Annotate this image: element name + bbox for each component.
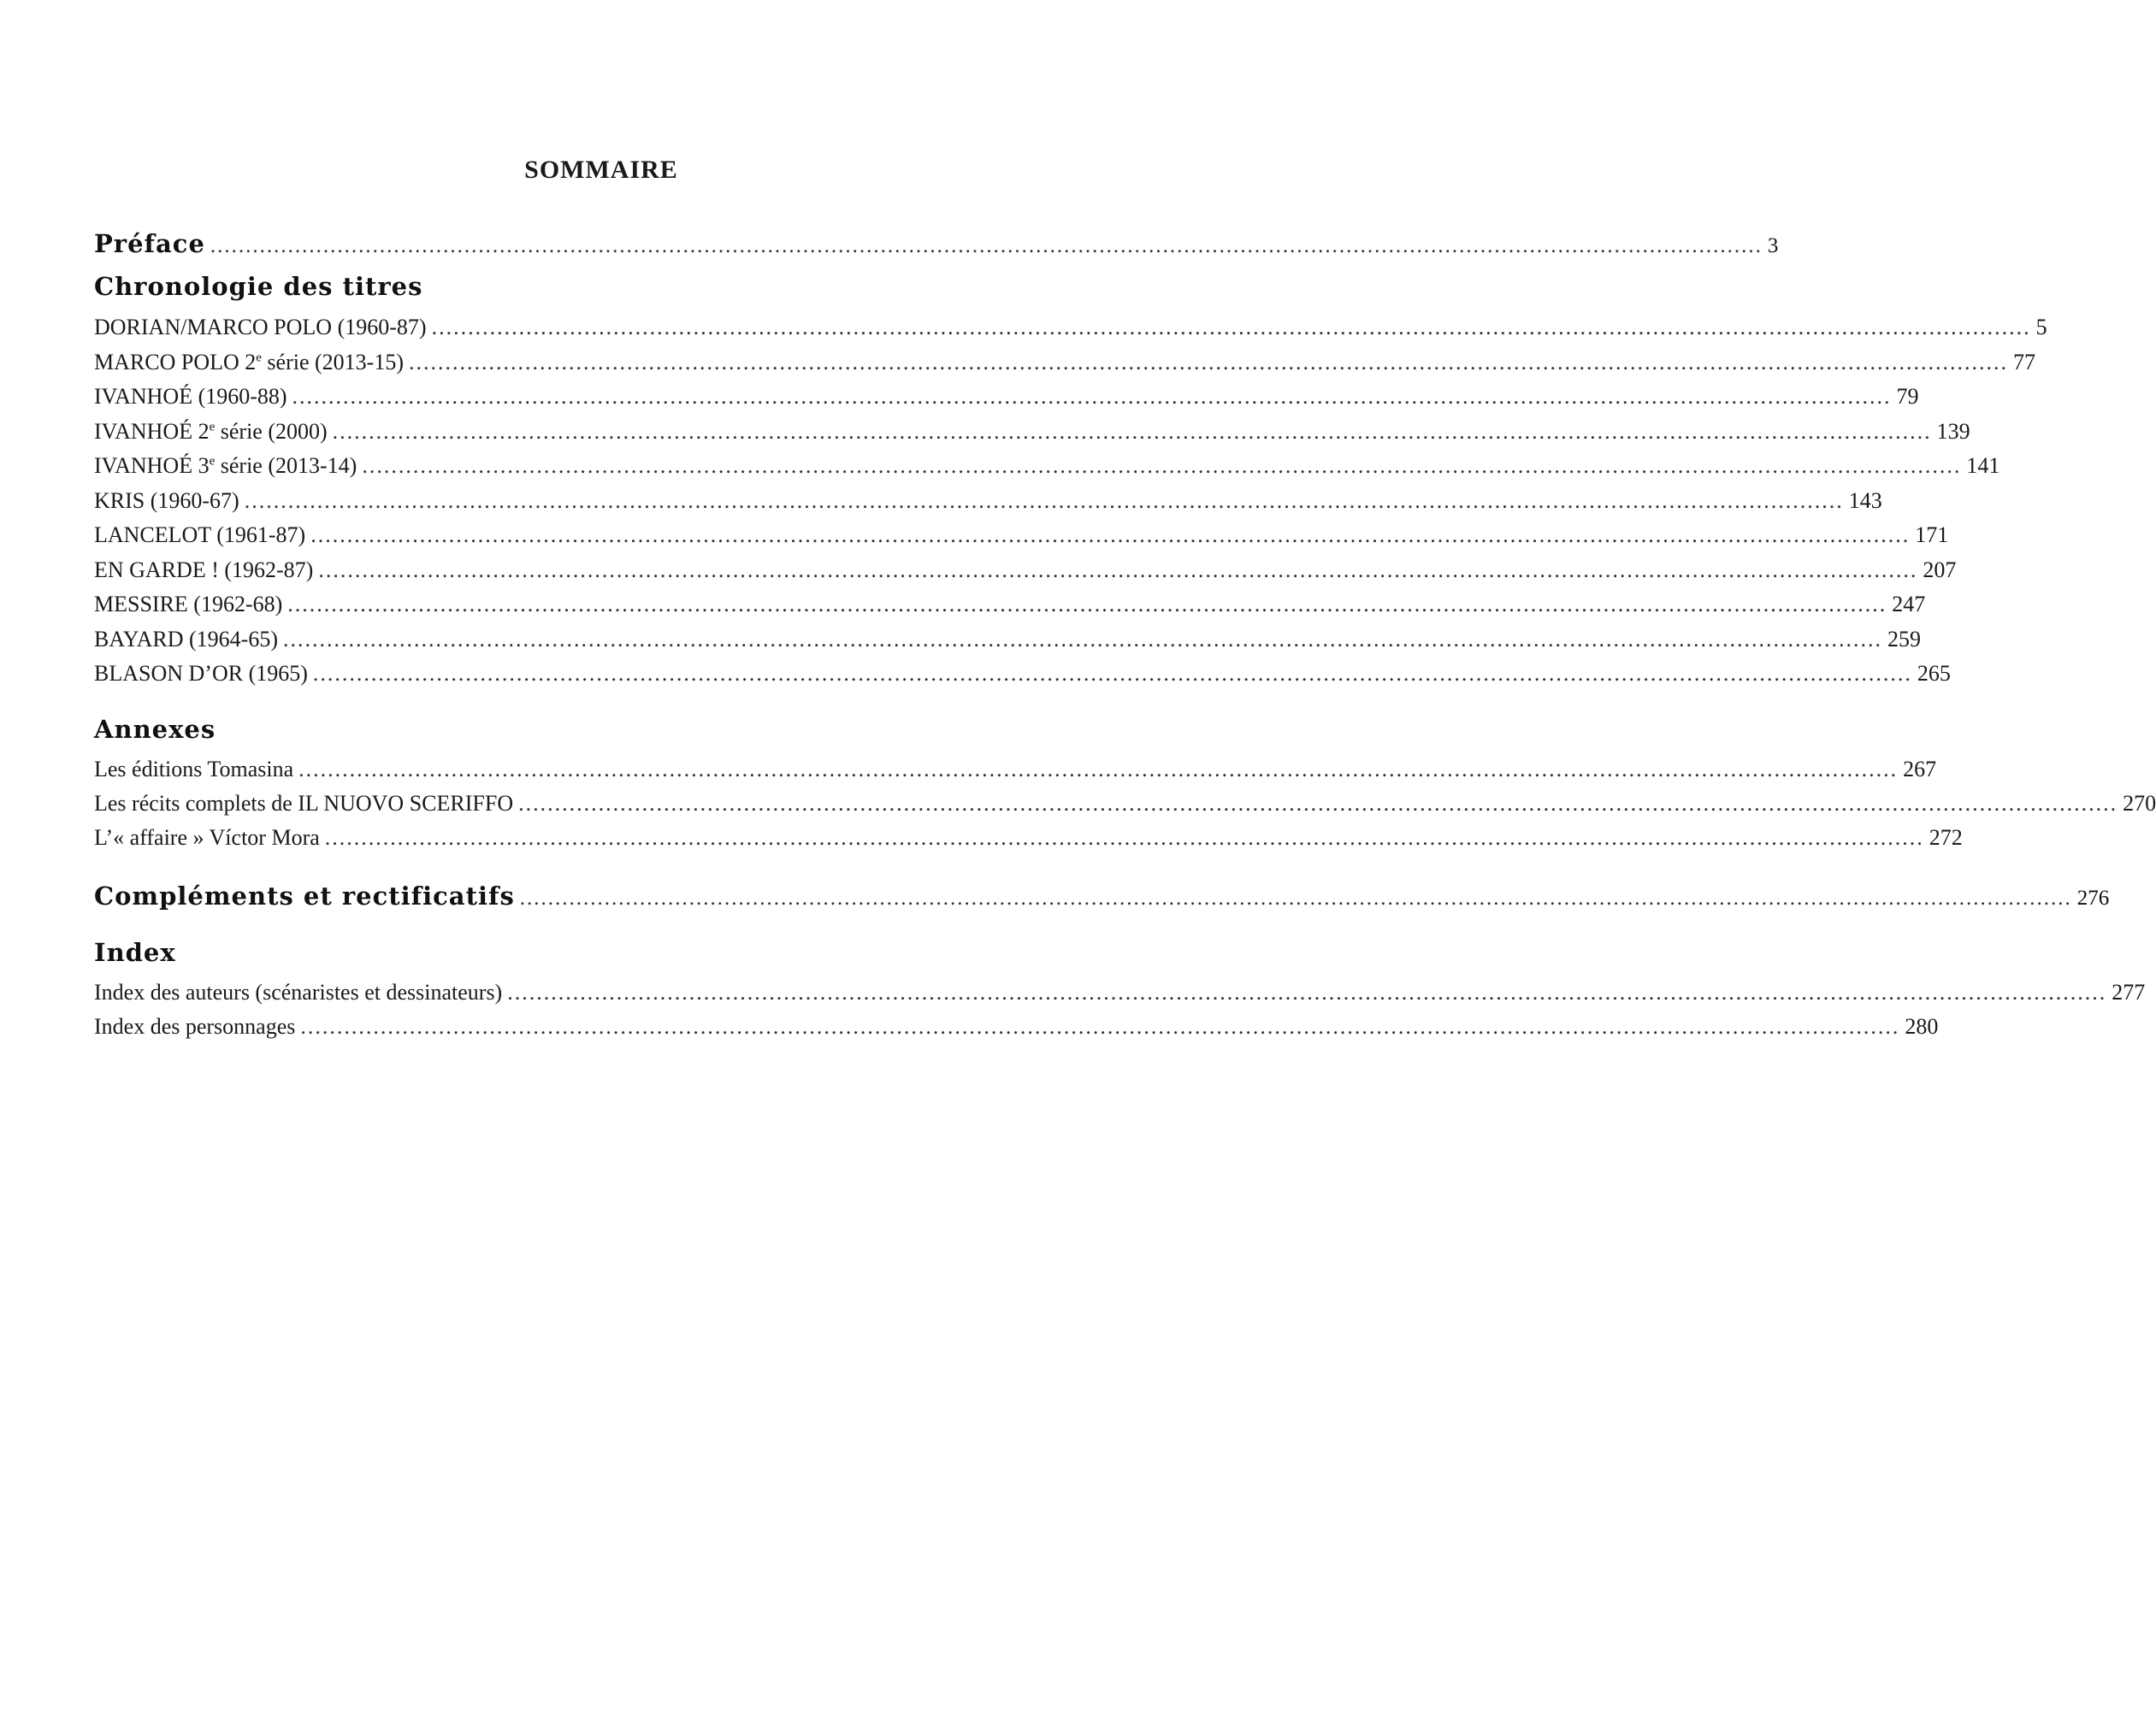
page-title: SOMMAIRE bbox=[524, 156, 678, 184]
dot-leader: ............................................................................................................................................................................................................................ bbox=[312, 661, 1912, 686]
toc-label-text: Index des auteurs (scénaristes et dessinateurs) bbox=[94, 980, 503, 1005]
section-heading-annexes: Annexes bbox=[94, 715, 216, 744]
toc-entry bbox=[94, 315, 2047, 340]
toc-page-number: 141 bbox=[1966, 453, 2000, 478]
toc-label-text: série (2013-14) bbox=[215, 453, 357, 478]
dot-leader: ............................................................................................................................................................................................................................ bbox=[210, 234, 1763, 257]
toc-label bbox=[94, 315, 427, 340]
dot-leader: ............................................................................................................................................................................................................................ bbox=[298, 757, 1899, 781]
toc-label bbox=[94, 757, 293, 782]
toc-page-number: 247 bbox=[1892, 592, 1926, 616]
toc-entry-preface bbox=[94, 229, 1779, 258]
dot-leader: ............................................................................................................................................................................................................................ bbox=[408, 349, 2008, 374]
toc-label-text: KRIS (1960-67) bbox=[94, 487, 239, 513]
toc-entry bbox=[94, 487, 1882, 514]
toc-label bbox=[94, 453, 357, 479]
toc-entry bbox=[94, 825, 1963, 851]
dot-leader: ............................................................................................................................................................................................................................ bbox=[287, 592, 1887, 616]
dot-leader: ............................................................................................................................................................................................................................ bbox=[362, 453, 1962, 478]
toc-page-number: 277 bbox=[2112, 980, 2146, 1005]
dot-leader: ............................................................................................................................................................................................................................ bbox=[283, 626, 1882, 652]
toc-page-number: 272 bbox=[1929, 825, 1963, 850]
toc-page-number: 267 bbox=[1903, 757, 1937, 781]
toc-page-number: 143 bbox=[1848, 487, 1882, 513]
toc-label bbox=[94, 980, 502, 1005]
toc-label-text: série (2013-15) bbox=[261, 349, 404, 374]
toc-label bbox=[94, 627, 278, 652]
toc-entry bbox=[94, 349, 2035, 375]
toc-entry bbox=[94, 418, 1970, 445]
toc-page-number: 207 bbox=[1923, 557, 1957, 582]
toc-page-number: 276 bbox=[2076, 887, 2110, 910]
section-heading-index: Index bbox=[94, 938, 176, 967]
dot-leader: ............................................................................................................................................................................................................................ bbox=[518, 791, 2118, 816]
toc-page-number: 265 bbox=[1917, 661, 1951, 686]
section-heading-chronologie: Chronologie des titres bbox=[94, 272, 423, 301]
toc-entry bbox=[94, 757, 1937, 782]
toc-label bbox=[94, 522, 305, 548]
superscript: e bbox=[209, 419, 216, 433]
toc-label-text: IVANHOÉ (1960-88) bbox=[94, 384, 287, 409]
toc-page-number: 280 bbox=[1905, 1014, 1939, 1039]
dot-leader: ............................................................................................................................................................................................................................ bbox=[292, 384, 1892, 409]
toc-page-number: 259 bbox=[1887, 626, 1921, 652]
toc-entry bbox=[94, 980, 2146, 1005]
toc-label-text: EN GARDE ! (1962-87) bbox=[94, 557, 314, 582]
toc-page-number: 79 bbox=[1896, 384, 1919, 409]
toc-entry-complements bbox=[94, 882, 2110, 911]
toc-label bbox=[94, 557, 313, 583]
superscript: e bbox=[209, 454, 216, 469]
dot-leader: ............................................................................................................................................................................................................................ bbox=[318, 557, 1918, 582]
toc-label-text: Les éditions Tomasina bbox=[94, 757, 294, 781]
toc-label bbox=[94, 419, 328, 445]
toc-label: Préface bbox=[94, 229, 205, 258]
toc-page-number: 171 bbox=[1915, 522, 1949, 547]
toc-label-text: BLASON D’OR (1965) bbox=[94, 661, 308, 686]
toc-label-text: LANCELOT (1961-87) bbox=[94, 522, 306, 547]
toc-entry bbox=[94, 661, 1951, 687]
toc-entry bbox=[94, 453, 2000, 479]
toc-label-text: BAYARD (1964-65) bbox=[94, 626, 278, 652]
toc-entry bbox=[94, 1014, 1939, 1040]
dot-leader: ............................................................................................................................................................................................................................ bbox=[431, 315, 2031, 339]
toc-label bbox=[94, 1014, 295, 1040]
dot-leader: ............................................................................................................................................................................................................................ bbox=[324, 825, 1924, 850]
toc-entry bbox=[94, 626, 1921, 652]
toc-page-number: 77 bbox=[2012, 349, 2035, 374]
toc-entry bbox=[94, 384, 1919, 410]
dot-leader: ............................................................................................................................................................................................................................ bbox=[310, 522, 1911, 547]
toc-label bbox=[94, 825, 320, 851]
toc-entry bbox=[94, 557, 1957, 583]
toc-page-number: 5 bbox=[2035, 315, 2047, 339]
toc-entry bbox=[94, 592, 1926, 617]
toc-label: Compléments et rectificatifs bbox=[94, 882, 515, 911]
toc-label-text: L’« affaire » Víctor Mora bbox=[94, 825, 320, 850]
toc-entry bbox=[94, 791, 2156, 817]
toc-label-text: série (2000) bbox=[215, 418, 328, 444]
toc-page-number: 3 bbox=[1767, 234, 1779, 257]
toc-label-text: Index des personnages bbox=[94, 1014, 296, 1039]
toc-label-text: DORIAN/MARCO POLO (1960-87) bbox=[94, 315, 427, 339]
toc-page-number: 270 bbox=[2123, 791, 2156, 816]
toc-label bbox=[94, 592, 282, 617]
toc-label bbox=[94, 350, 404, 375]
toc-label-text: IVANHOÉ 3 bbox=[94, 453, 210, 478]
dot-leader: ............................................................................................................................................................................................................................ bbox=[300, 1014, 1900, 1039]
toc-label-text: Les récits complets de IL NUOVO SCERIFFO bbox=[94, 791, 514, 816]
toc-label-text: IVANHOÉ 2 bbox=[94, 418, 210, 444]
dot-leader: ............................................................................................................................................................................................................................ bbox=[244, 487, 1844, 513]
toc-label-text: MESSIRE (1962-68) bbox=[94, 592, 283, 616]
superscript: e bbox=[256, 350, 262, 364]
toc-label bbox=[94, 661, 308, 687]
toc-label bbox=[94, 488, 239, 514]
dot-leader: ............................................................................................................................................................................................................................ bbox=[519, 887, 2072, 910]
toc-label bbox=[94, 384, 287, 410]
toc-label bbox=[94, 791, 513, 817]
dot-leader: ............................................................................................................................................................................................................................ bbox=[507, 980, 2107, 1005]
toc-page-number: 139 bbox=[1936, 418, 1970, 444]
dot-leader: ............................................................................................................................................................................................................................ bbox=[332, 418, 1932, 444]
toc-entry bbox=[94, 522, 1949, 548]
toc-label-text: MARCO POLO 2 bbox=[94, 349, 257, 374]
